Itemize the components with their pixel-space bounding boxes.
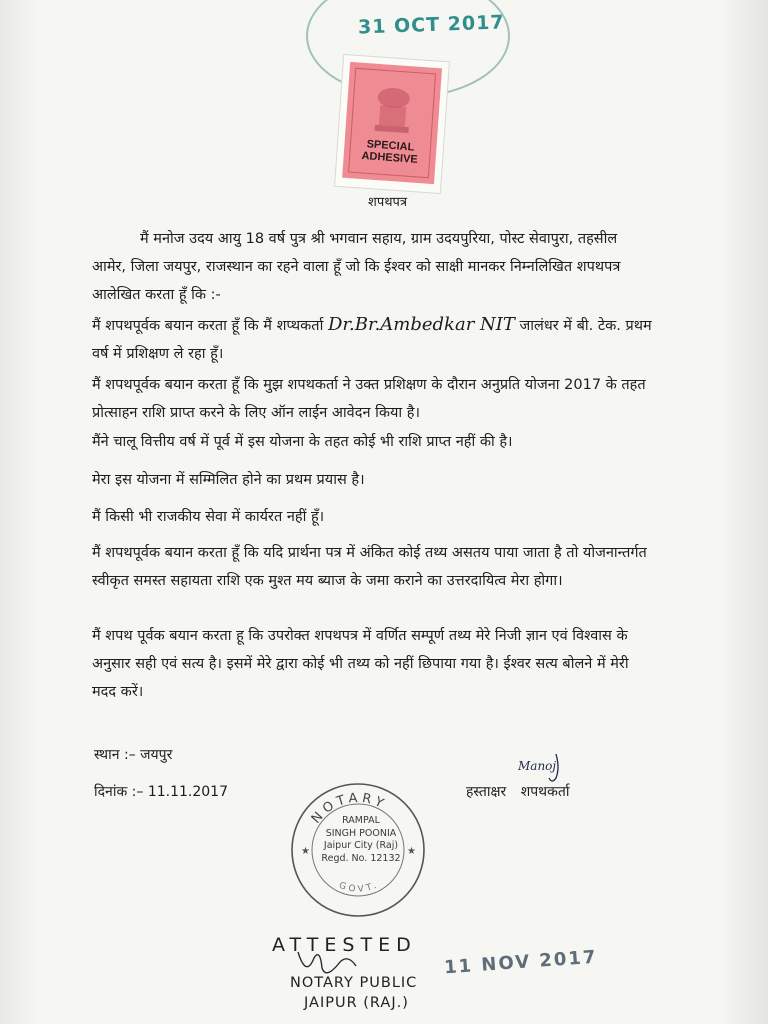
p2-text-before: मैं शपथपूर्वक बयान करता हूँ कि मैं शप्थकर्ता: [92, 318, 328, 334]
seal-regd: Regd. No. 12132: [321, 852, 401, 864]
revenue-stamp: [332, 52, 451, 195]
seal-star-left-icon: ★: [301, 846, 310, 857]
signature-label: हस्ताक्षर शपथकर्ता: [466, 784, 570, 800]
paragraph-application: मैं शपथपूर्वक बयान करता हूँ कि मुझ शपथकर्ता ने उक्त प्रशिक्षण के दौरान अनुप्रति योजना 2017 के तहत प्रोत्साहन राशि प्राप्त करने के लिए ऑन लाईन आवेदन किया है।: [92, 377, 646, 421]
place-label: स्थान :– जयपुर: [94, 747, 173, 763]
attestation-date-stamp: 11 NOV 2017: [443, 946, 599, 979]
attested-label: ATTESTED: [272, 934, 417, 956]
date-label: दिनांक :– 11.11.2017: [94, 784, 228, 800]
seal-details: [311, 815, 411, 865]
seal-arc-notary: NOTARY: [308, 790, 390, 827]
stamp-label-special: SPECIAL: [366, 138, 415, 154]
stamp-date: 31 OCT 2017: [357, 11, 505, 39]
notary-city-label: JAIPUR (RAJ.): [304, 995, 409, 1011]
notary-public-label: NOTARY PUBLIC: [290, 975, 418, 991]
document-heading: शपथपत्र: [368, 195, 408, 210]
seal-star-right-icon: ★: [407, 846, 416, 857]
paragraph-introduction: मैं मनोज उदय आयु 18 वर्ष पुत्र श्री भगवान सहाय, ग्राम उदयपुरिया, पोस्ट सेवापुरा, तहसील आमेर, जिला जयपुर, राजस्थान का रहने वाला हूँ जो कि ईश्वर को साक्षी मानकर निम्नलिखित शपथपत्र आलेखित करता हूँ कि :-: [92, 231, 621, 303]
seal-name-1: RAMPAL: [342, 815, 380, 826]
paragraph-no-prior-amount: मैंने चालू वित्तीय वर्ष में पूर्व में इस योजना के तहत कोई भी राशि प्राप्त नहीं की है।: [92, 434, 513, 450]
paragraph-first-attempt: मेरा इस योजना में सम्मिलित होने का प्रथम प्रयास है।: [92, 472, 365, 488]
paragraph-oath: मैं शपथ पूर्वक बयान करता हू कि उपरोक्त शपथपत्र में वर्णित सम्पूर्ण तथ्य मेरे निजी ज्ञान एवं विश्वास के अनुसार सही एवं सत्य है। इसमें मेरे द्वारा कोई भी तथ्य को नहीं छिपाया गया है। ईश्वर सत्य बोलने में मेरी मदद करें।: [92, 628, 629, 700]
paragraph-liability: मैं शपथपूर्वक बयान करता हूँ कि यदि प्रार्थना पत्र में अंकित कोई तथ्य असतय पाया जाता है तो योजनान्तर्गत स्वीकृत समस्त सहायता राशि एक मुश्त मय ब्याज के जमा कराने का उत्तरदायित्व मेरा होगा।: [92, 545, 647, 589]
seal-arc-govt: GOVT.: [337, 879, 381, 895]
college-name: Dr.Br.Ambedkar NIT: [327, 314, 515, 335]
paragraph-not-employed: मैं किसी भी राजकीय सेवा में कार्यरत नहीं हूँ।: [92, 509, 325, 525]
p2-text-after: जालंधर में बी. टेक. प्रथम वर्ष में प्रशिक्षण ले रहा हूँ।: [92, 318, 652, 362]
seal-city: Jaipur City (Raj): [323, 840, 399, 851]
paragraph-training: [92, 311, 652, 368]
seal-name-2: SINGH POONIA: [325, 827, 397, 839]
svg-text:Manoj: Manoj: [518, 759, 557, 773]
stamp-label-adhesive: ADHESIVE: [361, 149, 419, 166]
